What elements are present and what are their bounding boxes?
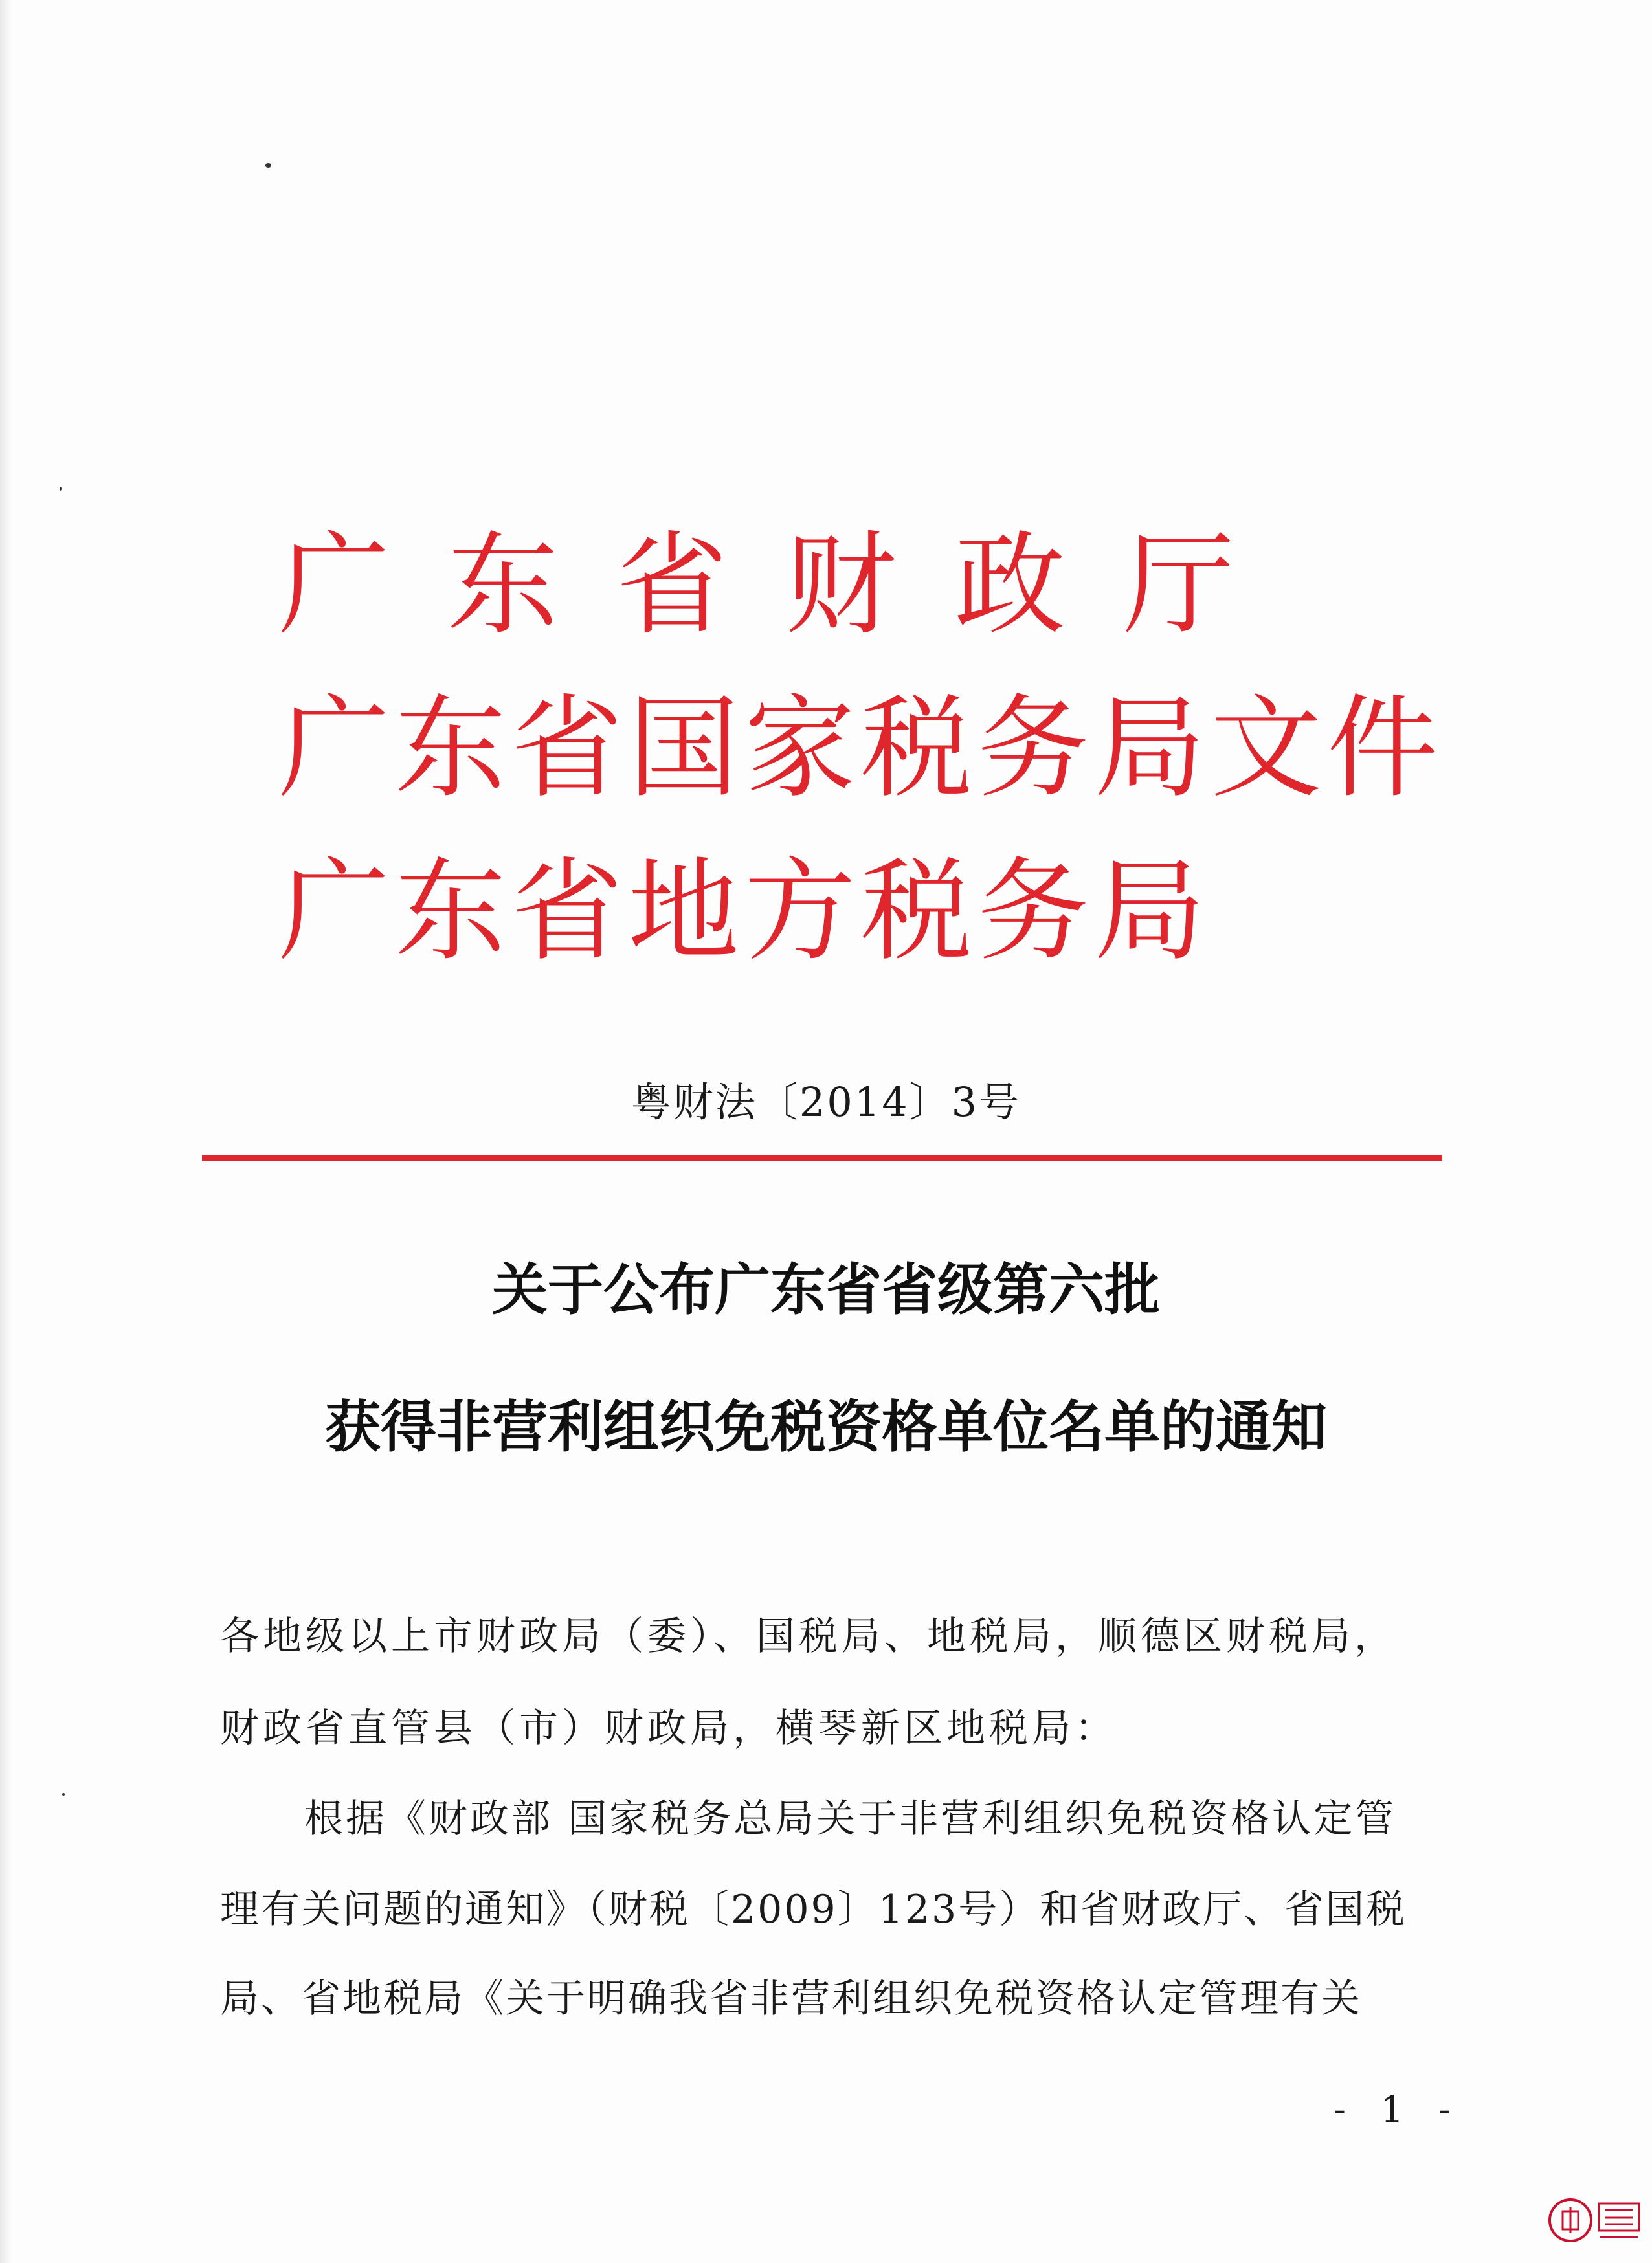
addressee-line-1: 各地级以上市财政局（委）、国税局、地税局，顺德区财税局， [220,1614,1397,1659]
red-divider [202,1155,1442,1161]
scan-speck [265,163,271,168]
document-number: 粤财法〔2014〕3号 [631,1078,1021,1126]
document-title-line-2: 获得非营利组织免税资格单位名单的通知 [325,1395,1327,1460]
watermark-logo-icon [1547,2194,1644,2246]
body-paragraph-line-2: 理有关问题的通知》（财税〔2009〕123号）和省财政厅、省国税 [220,1887,1407,1932]
body-paragraph-line-1: 根据《财政部 国家税务总局关于非营利组织免税资格认定管 [304,1796,1397,1842]
body-paragraph-line-3: 局、省地税局《关于明确我省非营利组织免税资格认定管理有关 [220,1976,1362,2022]
issuer-local-tax-bureau: 广东省地方税务局 [278,846,1211,976]
scan-speck [60,487,62,491]
issuer-national-tax-bureau: 广东省国家税务局文件 [278,683,1444,813]
issuer-finance-department: 广东省财政厅 [278,520,1292,650]
document-title-line-1: 关于公布广东省省级第六批 [492,1258,1160,1322]
scan-edge [0,0,12,2263]
scan-speck [62,1793,65,1796]
addressee-line-2: 财政省直管县（市）财政局，横琴新区地税局： [220,1706,1117,1751]
page-number: - 1 - [1334,2089,1463,2131]
